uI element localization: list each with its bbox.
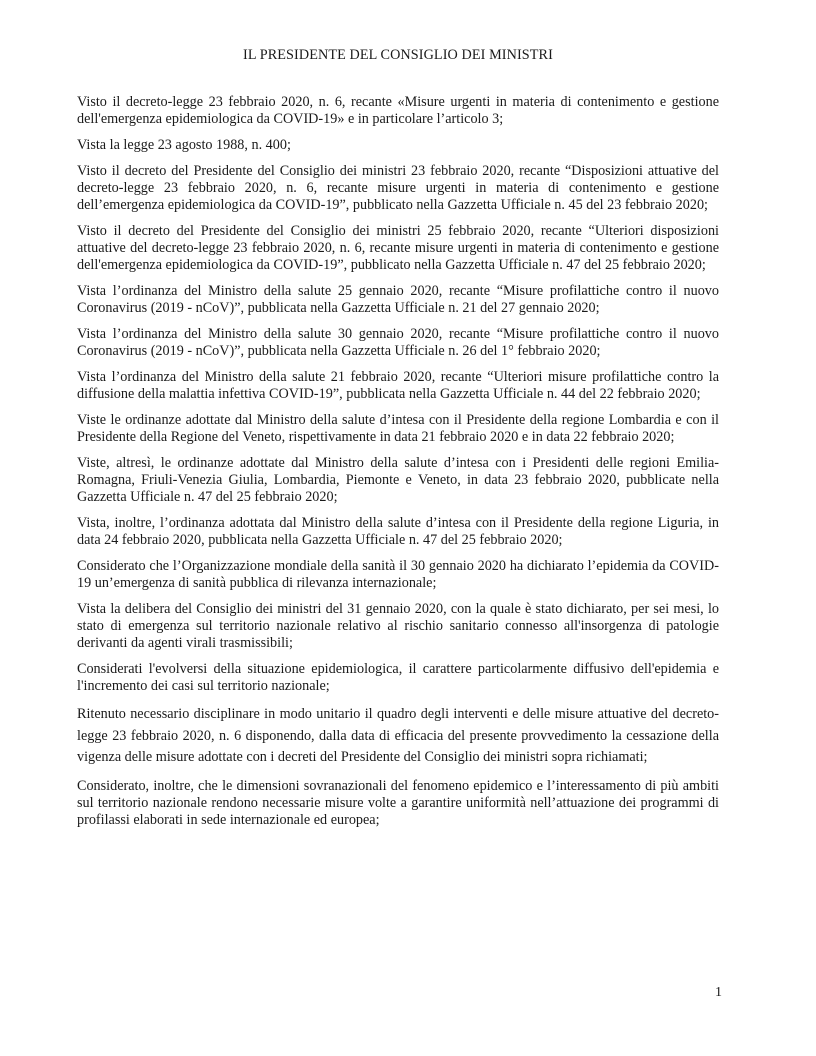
paragraph-dimensioni-sovranazionali: Considerato, inoltre, che le dimensioni sovranazionali del fenomeno epidemico e l’interessamento di più ambiti sul territorio nazionale rendono necessarie misure volte a garantire uniformità nell’attuazione dei programmi di profilassi elaborati in sede internazionale ed europea; xyxy=(77,777,719,828)
paragraph-dpcm-23-feb: Visto il decreto del Presidente del Consiglio dei ministri 23 febbraio 2020, recante “Disposizioni attuative del decreto-legge 23 febbraio 2020, n. 6, recante misure urgenti in materia di contenimento e gestione dell’emergenza epidemiologica da COVID-19”, pubblicato nella Gazzetta Ufficiale n. 45 del 23 febbraio 2020; xyxy=(77,163,719,213)
paragraph-ordinanza-25-gen: Vista l’ordinanza del Ministro della salute 25 gennaio 2020, recante “Misure profilattiche contro il nuovo Coronavirus (2019 - nCoV)”, pubblicata nella Gazzetta Ufficiale n. 21 del 27 gennaio 2020; xyxy=(77,283,719,316)
paragraph-ordinanza-30-gen: Vista l’ordinanza del Ministro della salute 30 gennaio 2020, recante “Misure profilattiche contro il nuovo Coronavirus (2019 - nCoV)”, pubblicata nella Gazzetta Ufficiale n. 26 del 1° febbraio 2020; xyxy=(77,326,719,359)
paragraph-ordinanze-regioni: Viste, altresì, le ordinanze adottate dal Ministro della salute d’intesa con i Presidenti delle regioni Emilia-Romagna, Friuli-Venezia Giulia, Lombardia, Piemonte e Veneto, in data 23 febbraio 2020, pubblicate nella Gazzetta Ufficiale n. 47 del 25 febbraio 2020; xyxy=(77,455,719,505)
paragraph-ritenuto-necessario: Ritenuto necessario disciplinare in modo unitario il quadro degli interventi e delle misure attuative del decreto-legge 23 febbraio 2020, n. 6 disponendo, dalla data di efficacia del presente provvedimento la cessazione della vigenza delle misure adottate con i decreti del Presidente del Consiglio dei ministri sopra richiamati; xyxy=(77,706,719,765)
paragraph-ordinanza-liguria: Vista, inoltre, l’ordinanza adottata dal Ministro della salute d’intesa con il Presidente della regione Liguria, in data 24 febbraio 2020, pubblicata nella Gazzetta Ufficiale n. 47 del 25 febbraio 2020; xyxy=(77,515,719,548)
paragraph-oms: Considerato che l’Organizzazione mondiale della sanità il 30 gennaio 2020 ha dichiarato l’epidemia da COVID-19 un’emergenza di sanità pubblica di rilevanza internazionale; xyxy=(77,558,719,591)
paragraph-evoluzione-epidemia: Considerati l'evolversi della situazione epidemiologica, il carattere particolarmente diffusivo dell'epidemia e l'incremento dei casi sul territorio nazionale; xyxy=(77,661,719,694)
paragraph-delibera-cdm: Vista la delibera del Consiglio dei ministri del 31 gennaio 2020, con la quale è stato dichiarato, per sei mesi, lo stato di emergenza sul territorio nazionale relativo al rischio sanitario connesso all'insorgenza di patologie derivanti da agenti virali trasmissibili; xyxy=(77,601,719,651)
document-page xyxy=(77,46,719,838)
paragraph-dl-6-2020: Visto il decreto-legge 23 febbraio 2020, n. 6, recante «Misure urgenti in materia di contenimento e gestione dell'emergenza epidemiologica da COVID-19» e in particolare l’articolo 3; xyxy=(77,94,719,127)
paragraph-legge-400-1988: Vista la legge 23 agosto 1988, n. 400; xyxy=(77,137,291,153)
document-title: IL PRESIDENTE DEL CONSIGLIO DEI MINISTRI xyxy=(243,47,553,63)
paragraph-ordinanze-lombardia-veneto: Viste le ordinanze adottate dal Ministro della salute d’intesa con il Presidente della regione Lombardia e con il Presidente della Regione del Veneto, rispettivamente in data 21 febbraio 2020 e in data 22 febbraio 2020; xyxy=(77,412,719,445)
paragraph-ordinanza-21-feb: Vista l’ordinanza del Ministro della salute 21 febbraio 2020, recante “Ulteriori misure profilattiche contro la diffusione della malattia infettiva COVID-19”, pubblicata nella Gazzetta Ufficiale n. 44 del 22 febbraio 2020; xyxy=(77,369,719,402)
paragraph-dpcm-25-feb: Visto il decreto del Presidente del Consiglio dei ministri 25 febbraio 2020, recante “Ulteriori disposizioni attuative del decreto-legge 23 febbraio 2020, n. 6, recante misure urgenti in materia di contenimento e gestione dell'emergenza epidemiologica da COVID-19”, pubblicato nella Gazzetta Ufficiale n. 47 del 25 febbraio 2020; xyxy=(77,223,719,273)
page-number: 1 xyxy=(715,985,722,1000)
